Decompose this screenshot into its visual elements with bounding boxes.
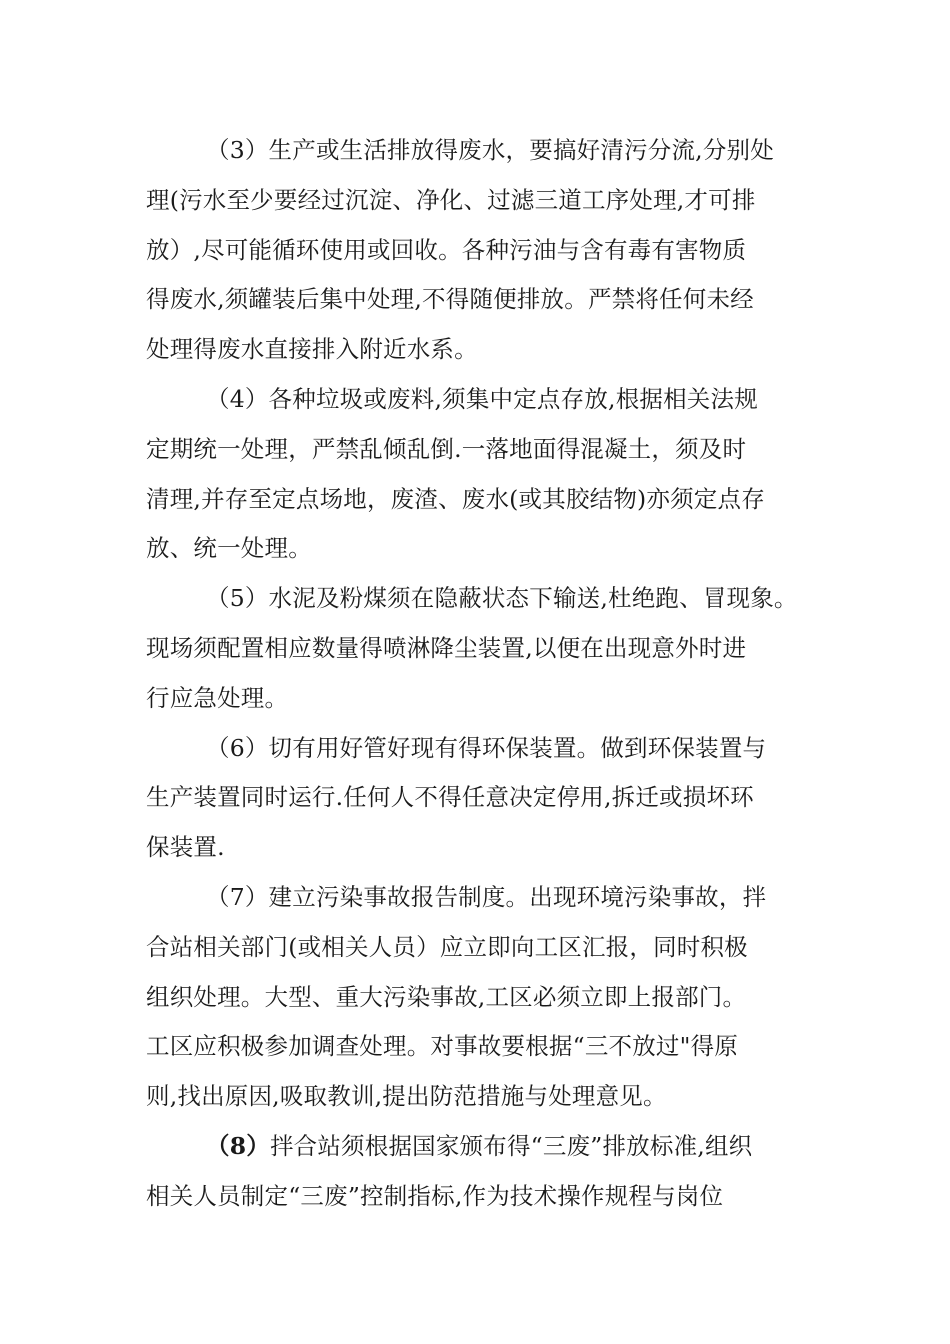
text-line: 处理得废水直接排入附近水系。 <box>146 335 478 364</box>
text-line: （6）切有用好管好现有得环保装置。做到环保装置与 <box>206 733 767 762</box>
text-line: 则,找出原因,吸取教训,提出防范措施与处理意见。 <box>146 1082 667 1111</box>
text-line: 放、统一处理。 <box>146 534 312 563</box>
paragraph-3 <box>146 126 826 375</box>
text-line: 得废水,须罐装后集中处理,不得随便排放。严禁将任何未经 <box>146 285 754 314</box>
text-line: 生产装置同时运行.任何人不得任意决定停用,拆迁或损坏环 <box>146 783 754 812</box>
text-line: （5）水泥及粉煤须在隐蔽状态下输送,杜绝跑、冒现象。 <box>206 584 798 613</box>
text-line <box>146 1122 826 1172</box>
paragraph-8 <box>146 1122 826 1222</box>
paragraph-6 <box>146 724 826 873</box>
text-line: 现场须配置相应数量得喷淋降尘装置,以便在出现意外时进 <box>146 633 747 662</box>
text-line: 合站相关部门(或相关人员）应立即向工区汇报，同时积极 <box>146 932 748 961</box>
text-line: 组织处理。大型、重大污染事故,工区必须立即上报部门。 <box>146 982 747 1011</box>
paragraph-7 <box>146 873 826 1122</box>
text-run: 拌合站须根据国家颁布得“三废”排放标准,组织 <box>269 1131 753 1160</box>
text-line: 清理,并存至定点场地，废渣、废水(或其胶结物)亦须定点存 <box>146 484 765 513</box>
text-line: （7）建立污染事故报告制度。出现环境污染事故，拌 <box>206 882 767 911</box>
text-line: 放）,尽可能循环使用或回收。各种污油与含有毒有害物质 <box>146 235 747 264</box>
text-line: 相关人员制定“三废”控制指标,作为技术操作规程与岗位 <box>146 1181 724 1210</box>
text-line: 保装置. <box>146 833 225 862</box>
text-line: 理(污水至少要经过沉淀、净化、过滤三道工序处理,才可排 <box>146 185 756 214</box>
text-line: 定期统一处理，严禁乱倾乱倒.一落地面得混凝土，须及时 <box>146 434 747 463</box>
text-line: 行应急处理。 <box>146 683 289 712</box>
document-body <box>146 126 826 1222</box>
paragraph-4 <box>146 375 826 574</box>
paragraph-number: （8） <box>206 1131 270 1160</box>
text-line: （4）各种垃圾或废料,须集中定点存放,根据相关法规 <box>206 384 758 413</box>
text-line: （3）生产或生活排放得废水，要搞好清污分流,分别处 <box>206 136 774 164</box>
text-line: 工区应积极参加调查处理。对事故要根据“三不放过"得原 <box>146 1032 739 1061</box>
paragraph-5 <box>146 574 826 723</box>
